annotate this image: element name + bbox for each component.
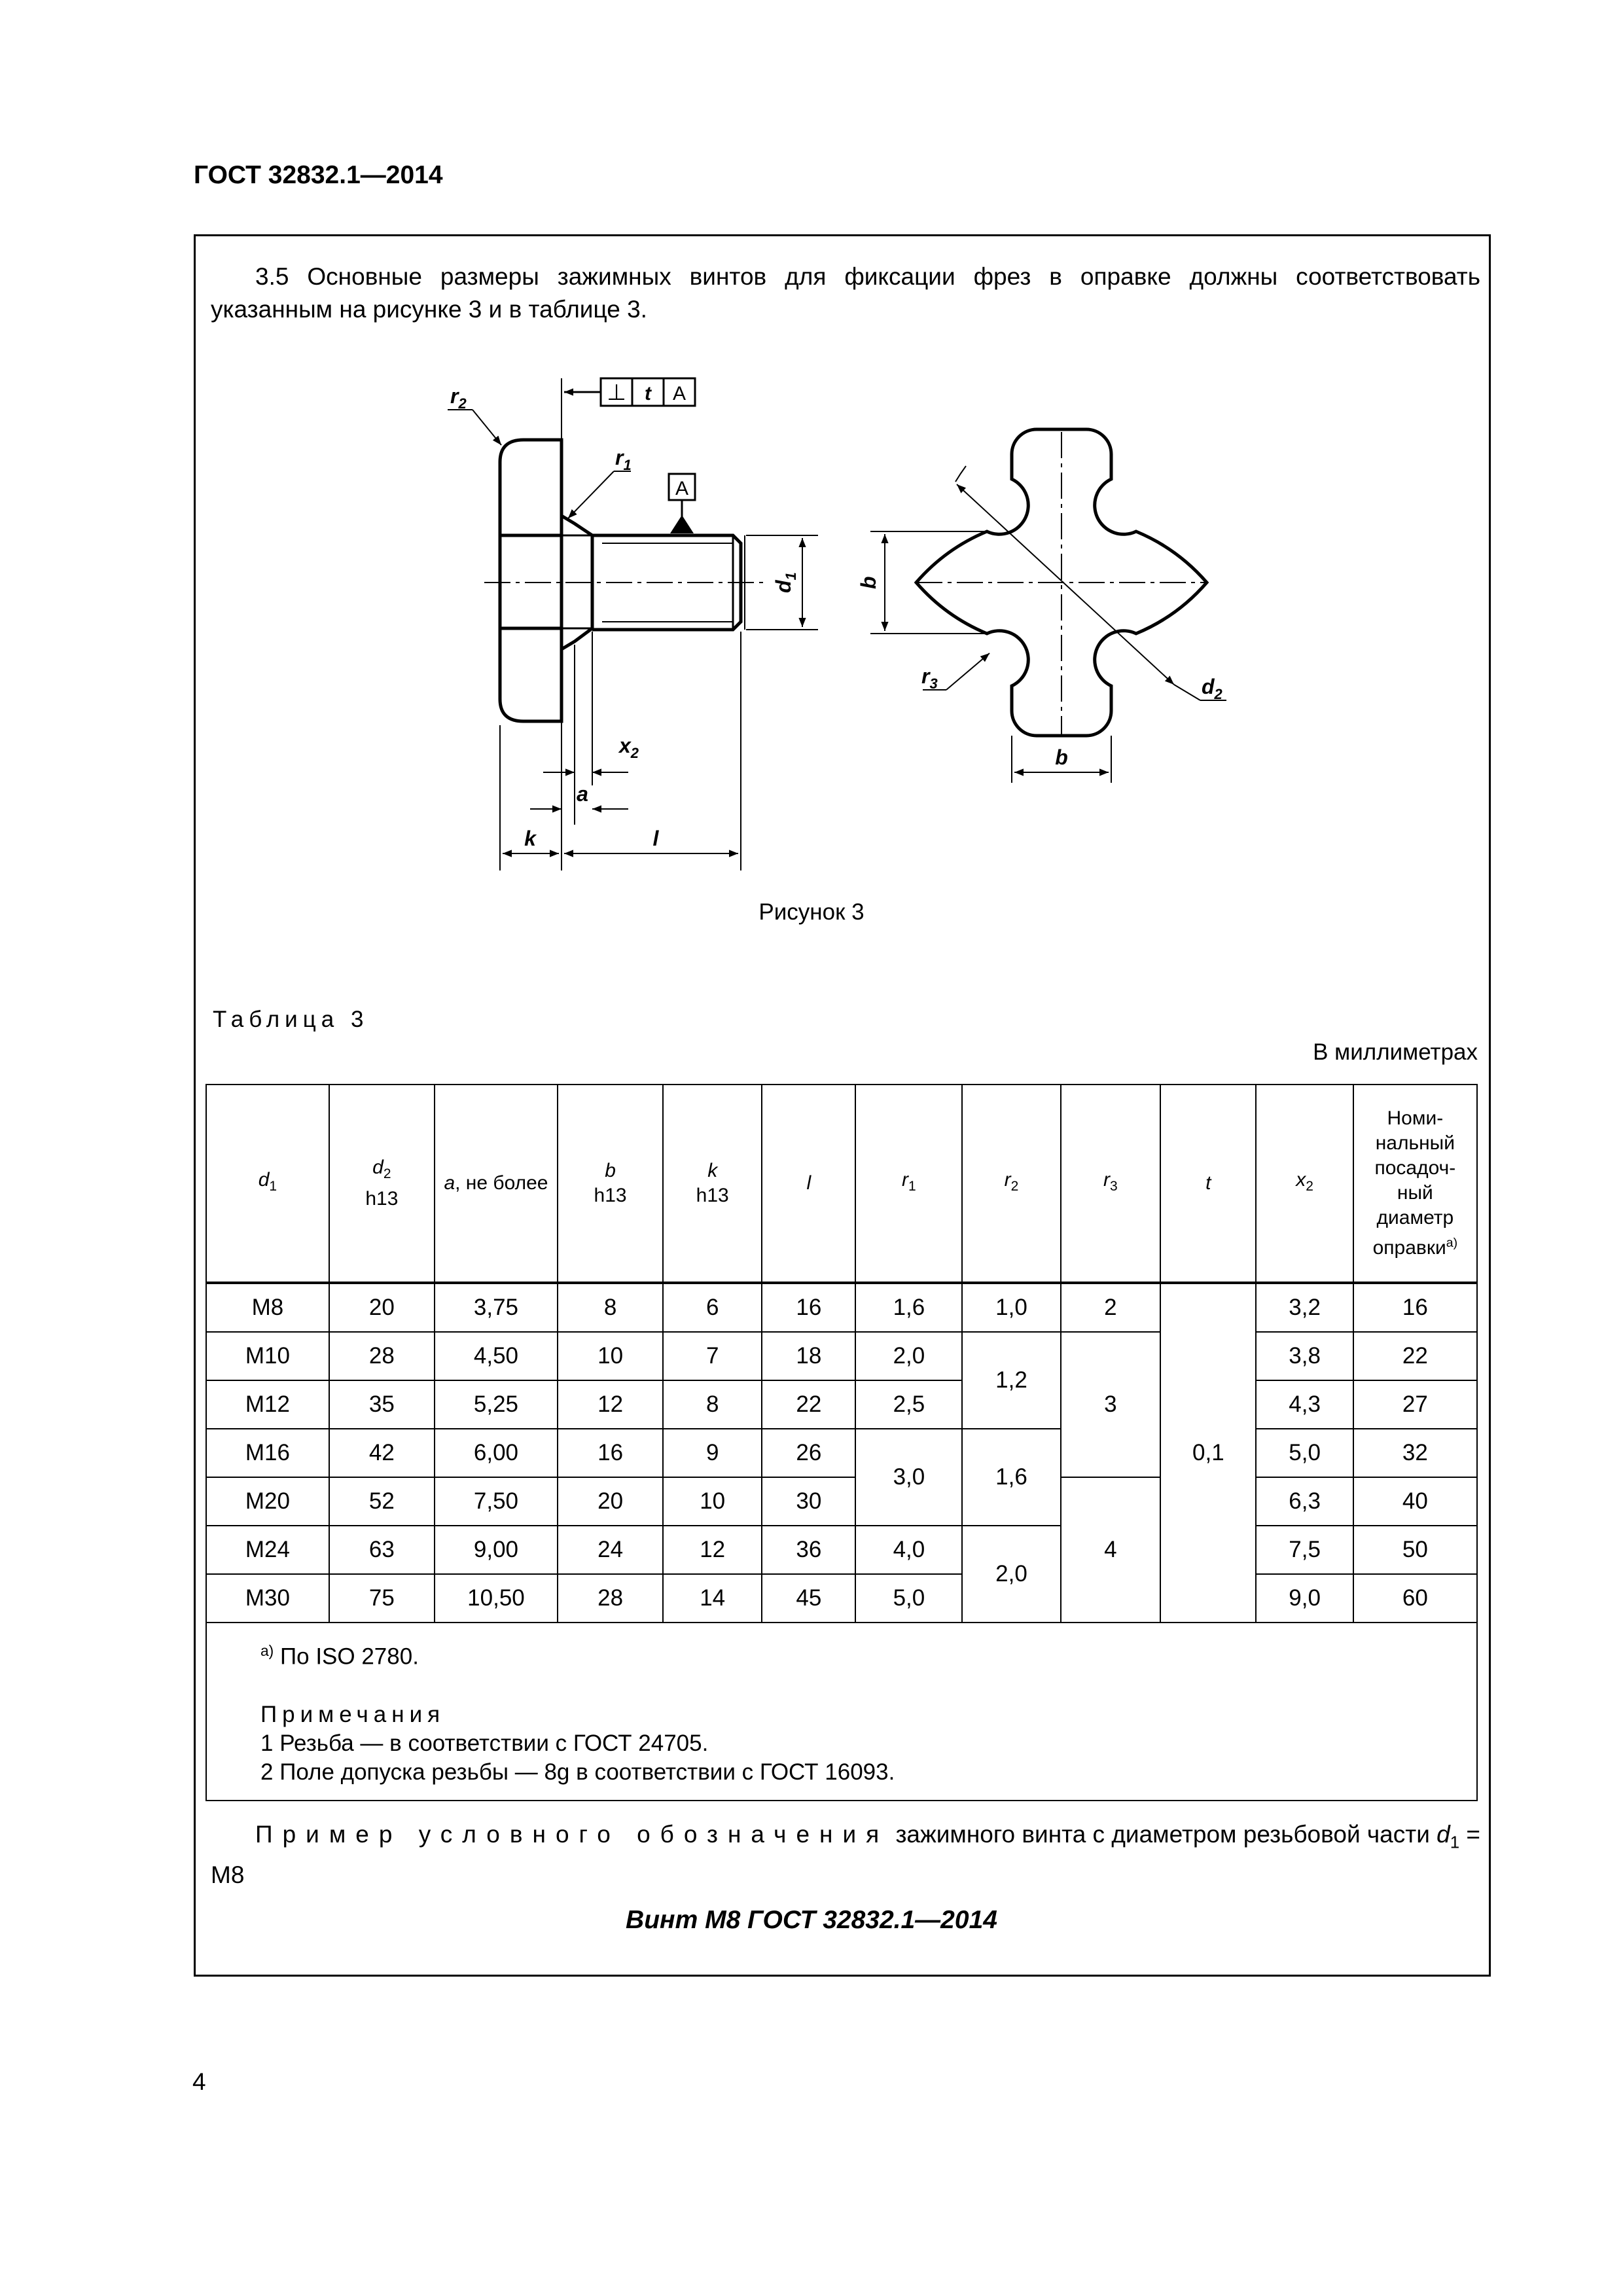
cell-a: 7,50 [435,1477,558,1526]
note-item: 2 Поле допуска резьбы — 8g в соответствии с ГОСТ 16093. [260,1759,895,1785]
cell-r2: 1,0 [962,1283,1060,1332]
cell-r3: 2 [1061,1283,1161,1332]
table-row [206,1574,1477,1623]
a-label: a [577,782,588,806]
cell-d2: 20 [329,1283,435,1332]
cell-x2: 3,2 [1256,1283,1353,1332]
example-symbol: d [1436,1821,1450,1848]
header-b: b h13 [558,1085,663,1283]
example-paragraph [211,1818,1480,1892]
header-k: k h13 [663,1085,762,1283]
cell-k: 9 [663,1429,762,1477]
cell-k: 12 [663,1526,762,1574]
table-row [206,1429,1477,1477]
table-notes [206,1623,1477,1801]
header-a: a, не более [435,1085,558,1283]
cell-diameter: 32 [1353,1429,1477,1477]
header-r2: $r_2$ [962,1085,1060,1283]
k-label: k [524,827,536,850]
table-row [206,1380,1477,1429]
cell-a: 4,50 [435,1332,558,1380]
r3-label: $r_3$ [921,664,938,692]
cell-x2: 6,3 [1256,1477,1353,1526]
cell-t: 0,1 [1160,1283,1256,1623]
perpendicularity-symbol: ⊥ [607,380,626,405]
header-d2: $d_2$ h13 [329,1085,435,1283]
r1-leader [568,471,631,518]
note-item: 1 Резьба — в соответствии с ГОСТ 24705. [260,1730,709,1756]
cell-l: 45 [762,1574,855,1623]
cell-r2: 1,6 [962,1429,1060,1526]
example-label: Пример условного обозначения [255,1821,889,1848]
cell-l: 16 [762,1283,855,1332]
cell-b: 28 [558,1574,663,1623]
cell-r1: 1,6 [855,1283,962,1332]
cell-k: 14 [663,1574,762,1623]
cell-a: 9,00 [435,1526,558,1574]
cell-r1: 2,5 [855,1380,962,1429]
cell-d2: 35 [329,1380,435,1429]
table-label: Таблица 3 [213,1007,369,1032]
cell-x2: 7,5 [1256,1526,1353,1574]
cell-b: 16 [558,1429,663,1477]
datum-a-label: A [675,478,689,499]
cell-b: 20 [558,1477,663,1526]
cell-d1: M12 [206,1380,329,1429]
cross-head-centerlines [916,432,1208,736]
cell-r1: 5,0 [855,1574,962,1623]
example-value: = M8 [211,1821,1481,1889]
header-r3: $r_3$ [1061,1085,1161,1283]
cell-d2: 63 [329,1526,435,1574]
figure-3-drawing [0,0,1623,916]
cell-r1: 3,0 [855,1429,962,1526]
cell-a: 10,50 [435,1574,558,1623]
cell-l: 22 [762,1380,855,1429]
table-row [206,1526,1477,1574]
dimensions-table [205,1084,1478,1801]
cell-b: 10 [558,1332,663,1380]
cell-a: 6,00 [435,1429,558,1477]
section-paragraph: 3.5 Основные размеры зажимных винтов для фиксации фрез в оправке должны соответствовать указанным на рисунке 3 и в таблице 3. [211,263,1480,323]
cell-d1: M10 [206,1332,329,1380]
r2-leader [448,410,501,445]
r1-label: $r_1$ [615,446,632,473]
page-number: 4 [192,2068,206,2095]
header-nominal-diameter: Номи-нальный посадоч-ный диаметр оправки$^{a)}$ [1353,1085,1477,1283]
document-standard-header: ГОСТ 32832.1—2014 [194,161,443,189]
cell-r2: 2,0 [962,1526,1060,1623]
cell-r3: 4 [1061,1477,1161,1623]
cell-diameter: 40 [1353,1477,1477,1526]
d1-label: $d_1$ [772,572,799,593]
cell-x2: 3,8 [1256,1332,1353,1380]
example-symbol-sub: 1 [1450,1833,1460,1852]
cell-r1: 4,0 [855,1526,962,1574]
cell-k: 7 [663,1332,762,1380]
cell-k: 8 [663,1380,762,1429]
cell-d1: M24 [206,1526,329,1574]
notes-title: Примечания [260,1701,446,1727]
cell-l: 36 [762,1526,855,1574]
cell-l: 26 [762,1429,855,1477]
cell-l: 30 [762,1477,855,1526]
cell-d2: 28 [329,1332,435,1380]
example-text: зажимного винта с диаметром резьбовой части [895,1821,1430,1848]
cell-d1: M8 [206,1283,329,1332]
cell-d2: 52 [329,1477,435,1526]
table-row [206,1283,1477,1332]
tolerance-datum-label: A [672,383,687,404]
header-t: t [1160,1085,1256,1283]
cell-d1: M16 [206,1429,329,1477]
cell-r3: 3 [1061,1332,1161,1477]
table-row [206,1477,1477,1526]
header-d1: $d_1$ [206,1085,329,1283]
example-designation: Винт M8 ГОСТ 32832.1—2014 [626,1906,997,1934]
b-horizontal-label: b [1055,745,1068,769]
header-r1: $r_1$ [855,1085,962,1283]
b-vertical-label: b [857,576,880,589]
cell-d2: 75 [329,1574,435,1623]
l-label: l [652,827,659,850]
cell-diameter: 16 [1353,1283,1477,1332]
cell-a: 3,75 [435,1283,558,1332]
cell-diameter: 50 [1353,1526,1477,1574]
table-header-row [206,1085,1477,1283]
screw-side-view [484,378,766,870]
cell-b: 8 [558,1283,663,1332]
cell-diameter: 22 [1353,1332,1477,1380]
r2-label: $r_2$ [450,384,467,412]
cell-k: 10 [663,1477,762,1526]
table-units: В миллиметрах [1313,1039,1478,1065]
tolerance-value-label: t [645,383,651,404]
d2-label: $d_2$ [1202,675,1222,702]
table-row [206,1332,1477,1380]
cell-d1: M30 [206,1574,329,1623]
cell-x2: 4,3 [1256,1380,1353,1429]
cell-diameter: 27 [1353,1380,1477,1429]
table-notes-row [206,1623,1477,1801]
x2-label: $x_2$ [619,734,639,761]
cell-d1: M20 [206,1477,329,1526]
header-x2: $x_2$ [1256,1085,1353,1283]
cell-x2: 5,0 [1256,1429,1353,1477]
cell-b: 24 [558,1526,663,1574]
cell-d2: 42 [329,1429,435,1477]
cell-r1: 2,0 [855,1332,962,1380]
cell-diameter: 60 [1353,1574,1477,1623]
cell-b: 12 [558,1380,663,1429]
figure-caption: Рисунок 3 [758,899,865,925]
header-l: l [762,1085,855,1283]
cell-l: 18 [762,1332,855,1380]
cell-k: 6 [663,1283,762,1332]
table-footnote: $^{a)}$ По ISO 2780. [260,1642,419,1670]
cell-x2: 9,0 [1256,1574,1353,1623]
cell-a: 5,25 [435,1380,558,1429]
cell-r2: 1,2 [962,1332,1060,1429]
